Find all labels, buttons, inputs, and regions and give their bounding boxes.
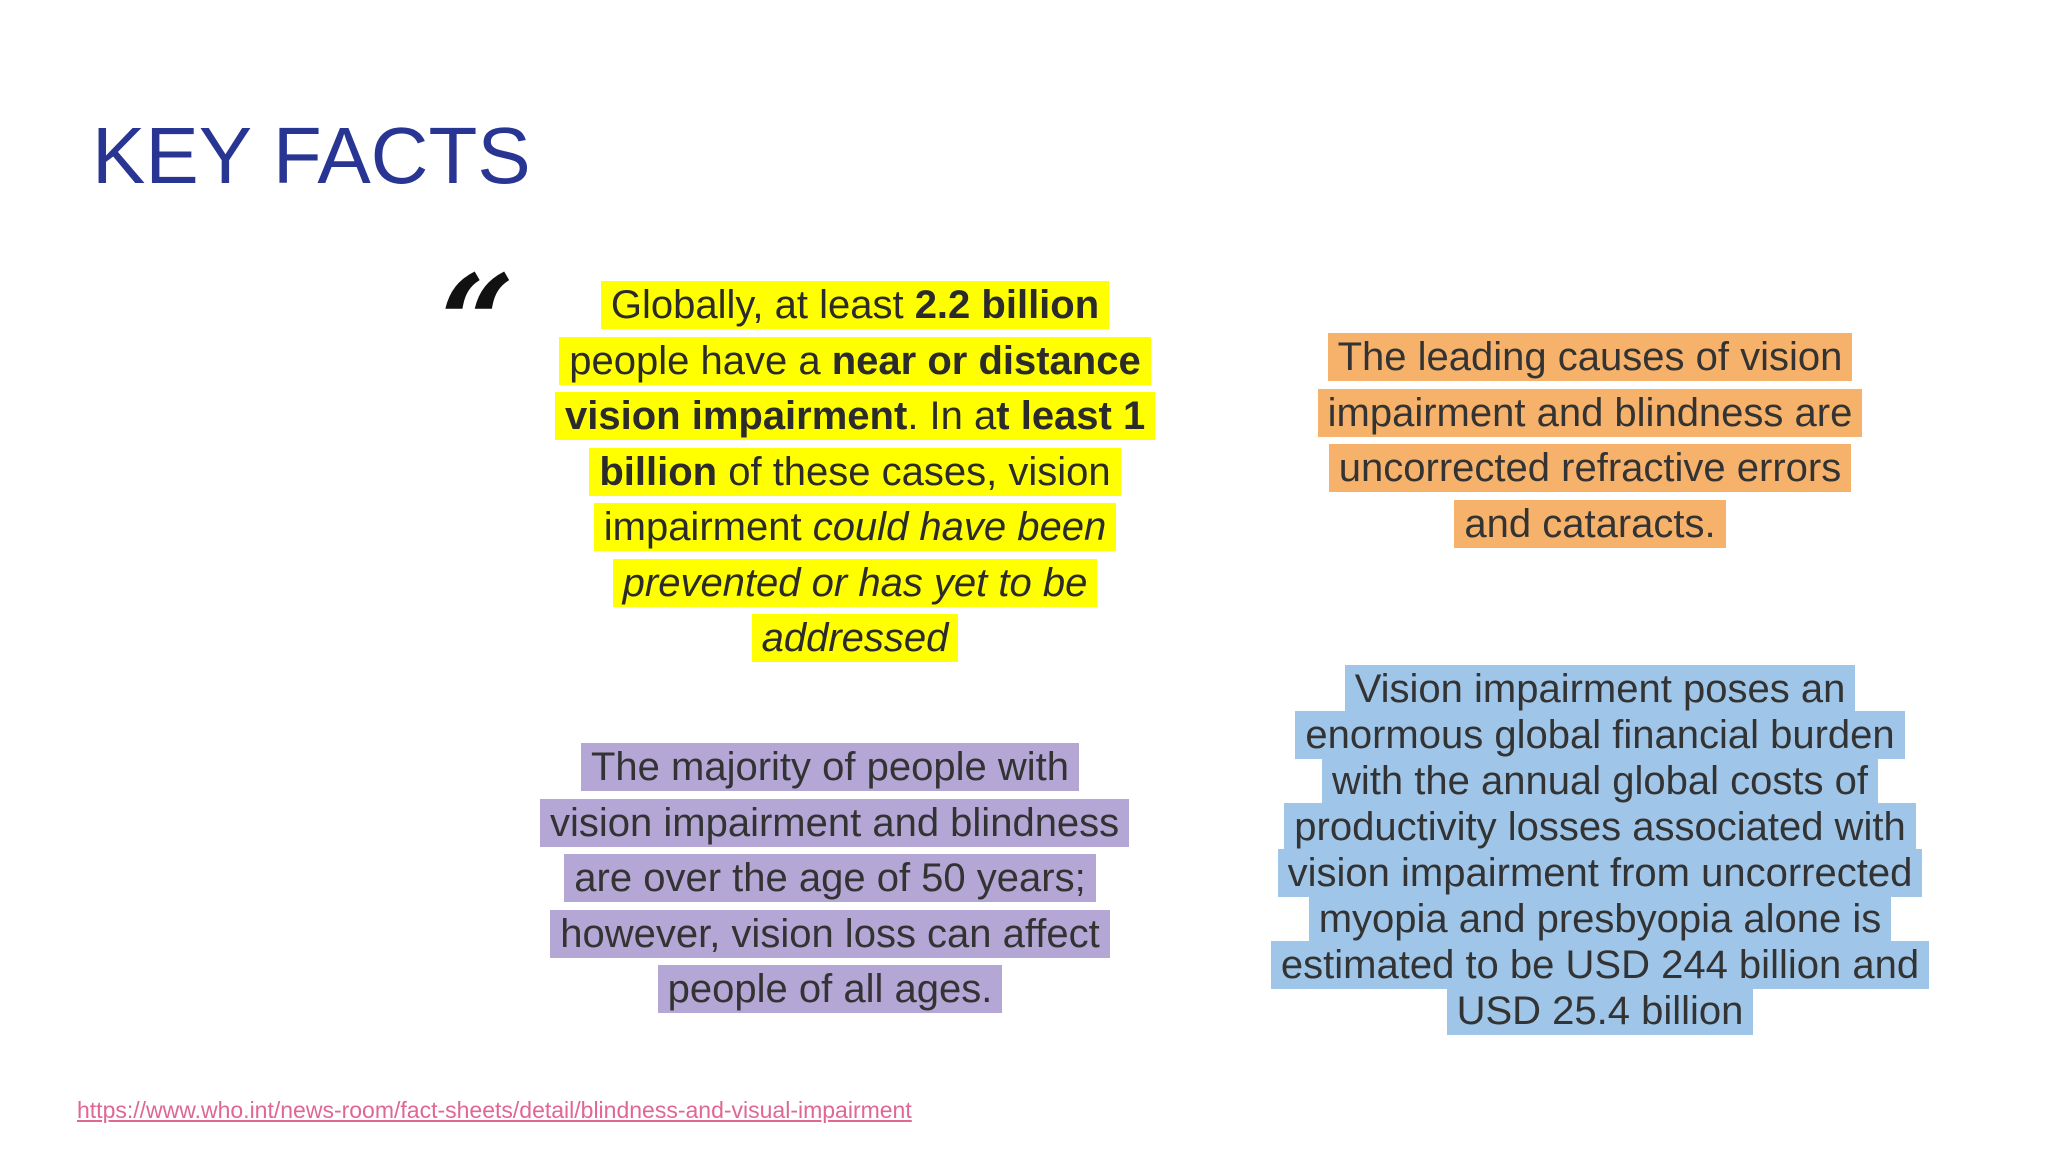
fact-highlight: The majority of people with vision impairment and blindness are over the age of 50 years; however, vision loss can affect people of all ages. xyxy=(540,743,1129,1013)
fact-age-distribution xyxy=(540,740,1120,1018)
quote-mark-icon: “ xyxy=(440,246,515,399)
fact-highlight: Globally, at least 2.2 billion people have a near or distance vision impairment. In at least 1 billion of these cases, vision impairment could have been prevented or has yet to be addressed xyxy=(555,281,1155,662)
fact-highlight: The leading causes of vision impairment and blindness are uncorrected refractive errors and cataracts. xyxy=(1318,333,1863,548)
source-link[interactable]: https://www.who.int/news-room/fact-sheets/detail/blindness-and-visual-impairment xyxy=(77,1097,912,1123)
fact-highlight: Vision impairment poses an enormous global financial burden with the annual global costs of productivity losses associated with vision impairment from uncorrected myopia and presbyopia alone is estimated to be USD 244 billion and USD 25.4 billion xyxy=(1271,665,1929,1035)
fact-global-impairment xyxy=(555,278,1155,667)
fact-leading-causes xyxy=(1310,330,1870,552)
slide-title: KEY FACTS xyxy=(92,111,531,200)
fact-financial-burden xyxy=(1270,666,1930,1034)
